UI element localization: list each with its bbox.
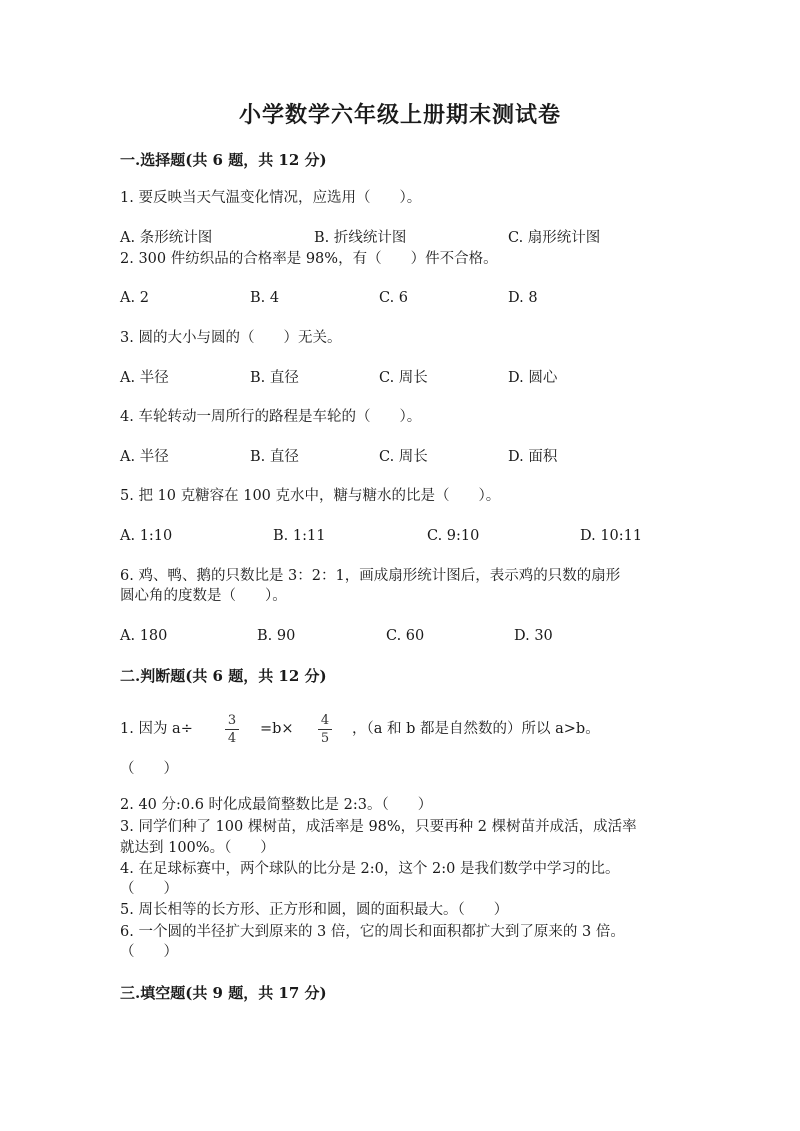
q6-option-d: D. 30 [514,628,553,644]
judge-1-mid: =b× [260,721,294,737]
q4-option-b: B. 直径 [250,449,299,465]
q4-option-d: D. 面积 [508,449,558,465]
fraction-1-denominator: 4 [227,731,237,746]
q4-option-a: A. 半径 [120,449,169,465]
fraction-four-fifths [318,713,332,746]
fraction-three-quarters [225,713,239,746]
question-5-stem: 5. 把 10 克糖容在 100 克水中，糖与糖水的比是（ ）。 [120,488,501,504]
judge-1-answer-paren: （ ） [120,761,178,777]
question-2-stem: 2. 300 件纺织品的合格率是 98%，有（ ）件不合格。 [120,251,498,267]
q3-option-c: C. 周长 [379,370,428,386]
page-title: 小学数学六年级上册期末测试卷 [238,102,561,128]
question-4-stem: 4. 车轮转动一周所行的路程是车轮的（ ）。 [120,409,422,425]
q5-option-c: C. 9:10 [427,528,480,544]
q6-option-a: A. 180 [120,628,168,644]
judge-3-line2: 就达到 100%。（ ） [120,840,275,856]
judge-6-line1: 6. 一个圆的半径扩大到原来的 3 倍，它的周长和面积都扩大到了原来的 3 倍。 [120,924,625,940]
q3-option-d: D. 圆心 [508,370,558,386]
judge-2: 2. 40 分:0.6 时化成最简整数比是 2:3。（ ） [120,797,433,813]
question-6-stem-line1: 6. 鸡、鸭、鹅的只数比是 3：2：1，画成扇形统计图后，表示鸡的只数的扇形 [120,568,621,584]
q3-option-b: B. 直径 [250,370,299,386]
q4-option-c: C. 周长 [379,449,428,465]
q2-option-a: A. 2 [120,290,149,306]
judge-3-line1: 3. 同学们种了 100 棵树苗，成活率是 98%，只要再种 2 棵树苗并成活，成活率 [120,819,637,835]
q2-option-c: C. 6 [379,290,409,306]
q2-option-b: B. 4 [250,290,280,306]
judge-4-line2: （ ） [120,881,178,897]
judge-4-line1: 4. 在足球标赛中，两个球队的比分是 2:0，这个 2:0 是我们数学中学习的比。 [120,861,620,877]
judge-6-line2: （ ） [120,944,178,960]
q5-option-a: A. 1:10 [120,528,173,544]
q3-option-a: A. 半径 [120,370,169,386]
q2-option-d: D. 8 [508,290,538,306]
fraction-2-numerator: 4 [320,713,330,728]
q6-option-b: B. 90 [257,628,296,644]
question-3-stem: 3. 圆的大小与圆的（ ）无关。 [120,330,342,346]
q1-option-a: A. 条形统计图 [120,230,213,246]
q1-option-c: C. 扇形统计图 [508,230,601,246]
judge-1-prefix: 1. 因为 a÷ [120,721,193,737]
judge-5: 5. 周长相等的长方形、正方形和圆，圆的面积最大。（ ） [120,902,509,918]
fraction-bar [318,729,332,730]
section-heading-judge: 二.判断题(共 6 题，共 12 分) [120,667,327,685]
question-6-stem-line2: 圆心角的度数是（ ）。 [120,588,287,604]
fraction-2-denominator: 5 [320,731,330,746]
judge-1-suffix: ，（a 和 b 都是自然数的）所以 a>b。 [352,721,600,737]
section-heading-choice: 一.选择题(共 6 题，共 12 分) [120,151,327,169]
q6-option-c: C. 60 [386,628,425,644]
q5-option-d: D. 10:11 [580,528,643,544]
q1-option-b: B. 折线统计图 [314,230,407,246]
q5-option-b: B. 1:11 [273,528,326,544]
question-1-stem: 1. 要反映当天气温变化情况，应选用（ ）。 [120,190,422,206]
fraction-bar [225,729,239,730]
fraction-1-numerator: 3 [227,713,237,728]
section-heading-fill: 三.填空题(共 9 题，共 17 分) [120,984,327,1002]
